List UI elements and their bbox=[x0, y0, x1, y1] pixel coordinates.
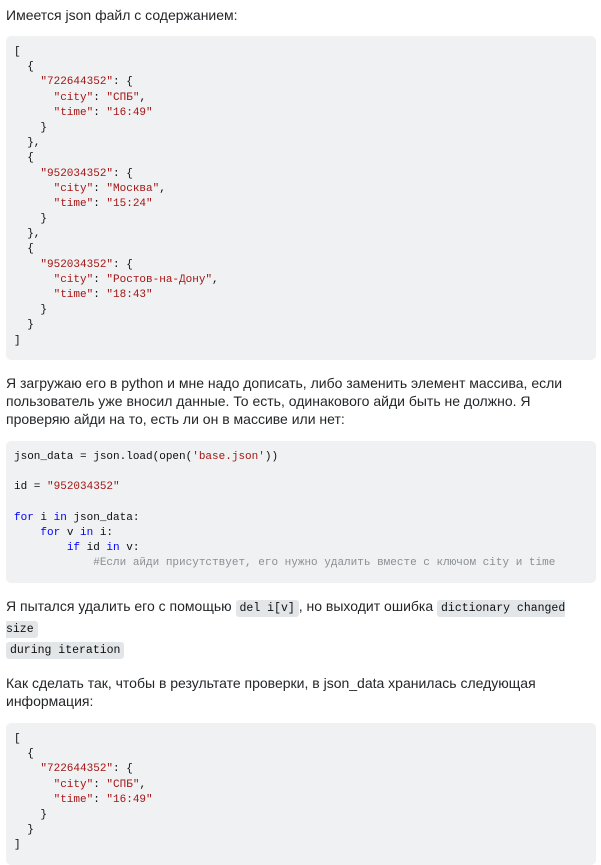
code-text: : bbox=[93, 182, 107, 195]
code-line bbox=[14, 823, 596, 838]
code-line bbox=[14, 75, 596, 90]
paragraph-error bbox=[6, 597, 596, 660]
code-line bbox=[14, 136, 596, 151]
code-text bbox=[14, 779, 54, 791]
code-line bbox=[14, 732, 596, 747]
code-text: : bbox=[93, 289, 107, 301]
code-line bbox=[14, 273, 596, 288]
code-text bbox=[14, 557, 93, 569]
code-string: "18:43" bbox=[106, 289, 153, 301]
python-code-block bbox=[6, 441, 596, 583]
code-text: { bbox=[14, 748, 34, 761]
code-text: json_data: bbox=[66, 511, 140, 524]
inline-code-error-message-cont: during iteration bbox=[6, 642, 124, 659]
code-line bbox=[14, 465, 596, 480]
error-text-middle: , но выходит ошибка bbox=[298, 598, 438, 614]
code-text: : bbox=[93, 106, 107, 119]
code-text: : bbox=[93, 793, 107, 806]
code-string: "city" bbox=[53, 778, 94, 791]
code-string: "time" bbox=[53, 197, 94, 210]
code-text: : bbox=[93, 778, 107, 791]
code-line bbox=[14, 121, 596, 136]
code-text bbox=[14, 794, 54, 806]
code-text bbox=[14, 92, 54, 104]
inline-code-del: del i[v] bbox=[236, 600, 299, 617]
code-line bbox=[14, 480, 596, 495]
code-keyword: in bbox=[53, 511, 67, 524]
code-string: "time" bbox=[53, 106, 94, 119]
code-text: { bbox=[14, 61, 34, 74]
code-text: i bbox=[33, 511, 54, 524]
code-text: id = bbox=[14, 481, 48, 494]
code-keyword: for bbox=[40, 526, 61, 539]
code-text: : bbox=[93, 197, 107, 210]
code-text: id bbox=[80, 542, 107, 555]
code-text: : { bbox=[113, 763, 133, 776]
code-text: : { bbox=[113, 258, 133, 271]
expected-json-code-block bbox=[6, 723, 596, 865]
code-line bbox=[14, 838, 596, 853]
code-text bbox=[14, 289, 54, 301]
code-text: json_data = json.load(open( bbox=[14, 451, 193, 463]
code-text: } bbox=[14, 121, 48, 134]
code-line bbox=[14, 212, 596, 227]
code-text: v bbox=[60, 526, 81, 539]
code-string: "time" bbox=[53, 793, 94, 806]
code-line bbox=[14, 778, 596, 793]
code-text: : bbox=[93, 91, 107, 104]
code-keyword: if bbox=[66, 542, 81, 555]
paragraph-load-json: Я загружаю его в python и мне надо дописать, либо заменить элемент массива, если пользователь уже вносил данные. То есть, одинакового айди быть не должно. Я проверяю айди на то, есть ли он в массиве или нет: bbox=[6, 375, 563, 427]
code-text: [ bbox=[14, 46, 21, 58]
code-text: i: bbox=[93, 526, 114, 539]
code-line bbox=[14, 541, 596, 556]
code-line bbox=[14, 556, 596, 571]
code-string: "СПБ" bbox=[106, 91, 140, 104]
code-line bbox=[14, 45, 596, 60]
code-string: "Ростов-на-Дону" bbox=[106, 273, 213, 286]
code-text: , bbox=[212, 273, 219, 286]
code-keyword: for bbox=[14, 511, 34, 524]
code-text: } bbox=[14, 808, 48, 821]
code-text: } bbox=[14, 304, 48, 317]
code-line bbox=[14, 106, 596, 121]
code-line bbox=[14, 747, 596, 762]
code-text bbox=[14, 763, 40, 775]
code-string: "СПБ" bbox=[106, 778, 140, 791]
code-string: "16:49" bbox=[106, 106, 153, 119]
code-comment: #Если айди присутствует, его нужно удалить вместе с ключом city и time bbox=[93, 557, 556, 570]
code-text: } bbox=[14, 319, 34, 332]
code-line bbox=[14, 151, 596, 166]
code-text: { bbox=[14, 243, 34, 256]
intro-text: Имеется json файл с содержанием: bbox=[6, 7, 238, 23]
code-keyword: in bbox=[80, 526, 94, 539]
code-text bbox=[14, 168, 40, 180]
code-string: "Москва" bbox=[106, 182, 160, 195]
code-text: } bbox=[14, 824, 34, 837]
code-string: 'base.json' bbox=[192, 451, 265, 463]
code-text: [ bbox=[14, 733, 21, 745]
code-text: }, bbox=[14, 228, 41, 241]
code-text bbox=[14, 183, 54, 195]
code-line bbox=[14, 762, 596, 777]
code-text bbox=[14, 542, 67, 554]
error-text-start: Я пытался удалить его с помощью bbox=[6, 598, 236, 614]
code-line bbox=[14, 167, 596, 182]
code-line bbox=[14, 227, 596, 242]
code-text: : { bbox=[113, 76, 133, 89]
code-line bbox=[14, 450, 596, 465]
code-string: "time" bbox=[53, 289, 94, 301]
code-line bbox=[14, 197, 596, 212]
code-text bbox=[14, 198, 54, 210]
code-keyword: in bbox=[106, 542, 120, 555]
code-line bbox=[14, 511, 596, 526]
code-text: { bbox=[14, 152, 34, 165]
code-text: , bbox=[139, 778, 147, 791]
code-text: )) bbox=[264, 451, 279, 463]
code-string: "952034352" bbox=[40, 258, 114, 271]
paragraph-expected: Как сделать так, чтобы в результате проверки, в json_data хранилась следующая информация: bbox=[6, 675, 536, 709]
code-text: , bbox=[159, 182, 166, 195]
code-string: "16:49" bbox=[106, 793, 153, 806]
code-text: }, bbox=[14, 137, 41, 150]
code-line bbox=[14, 303, 596, 318]
code-text bbox=[14, 76, 40, 88]
code-line bbox=[14, 91, 596, 106]
code-text: ] bbox=[14, 334, 21, 347]
code-line bbox=[14, 808, 596, 823]
code-line bbox=[14, 288, 596, 303]
code-string: "city" bbox=[53, 91, 94, 104]
code-string: "952034352" bbox=[47, 481, 120, 494]
json-code-block bbox=[6, 36, 596, 360]
code-string: "722644352" bbox=[40, 763, 114, 776]
code-line bbox=[14, 334, 596, 349]
code-text: ] bbox=[14, 839, 21, 852]
inline-code-error-message: dictionary changed size bbox=[6, 602, 566, 636]
code-string: "952034352" bbox=[40, 167, 114, 180]
code-text bbox=[14, 259, 40, 271]
code-text: v: bbox=[119, 542, 140, 555]
code-line bbox=[14, 318, 596, 333]
code-text: : bbox=[93, 273, 107, 286]
code-string: "722644352" bbox=[40, 76, 114, 89]
code-text bbox=[14, 107, 54, 119]
code-line bbox=[14, 526, 596, 541]
code-line bbox=[14, 793, 596, 808]
code-line bbox=[14, 182, 596, 197]
code-text: , bbox=[139, 91, 147, 104]
code-string: "city" bbox=[53, 273, 94, 286]
code-text: : { bbox=[113, 167, 133, 180]
code-line bbox=[14, 60, 596, 75]
code-text bbox=[14, 274, 54, 286]
code-text bbox=[14, 527, 40, 539]
code-string: "city" bbox=[53, 182, 94, 195]
code-text: } bbox=[14, 213, 48, 226]
code-line bbox=[14, 242, 596, 257]
code-line bbox=[14, 258, 596, 273]
code-line bbox=[14, 496, 596, 511]
code-string: "15:24" bbox=[106, 197, 153, 210]
